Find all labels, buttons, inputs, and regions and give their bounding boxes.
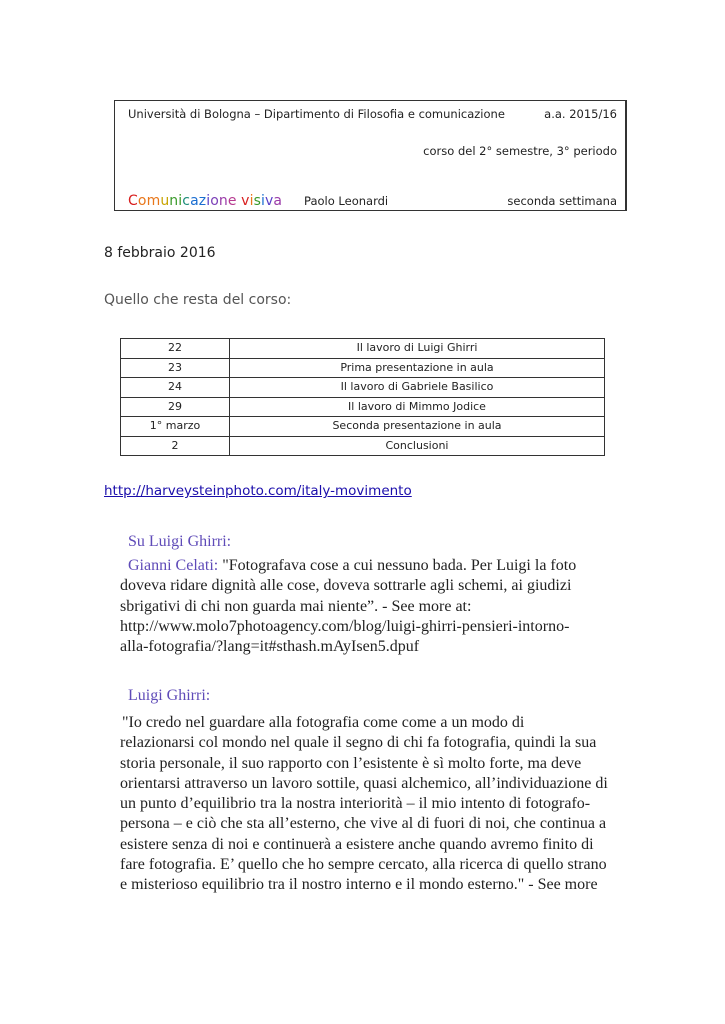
quote-text: "Fotografava cose a cui nessuno bada. Per Luigi la foto <box>218 557 577 574</box>
quote-line: e misterioso equilibrio tra il nostro interno e il mondo esterno." - See more <box>120 876 598 894</box>
course-title-letter: u <box>160 193 170 209</box>
header-row-period <box>128 144 617 158</box>
academic-year: a.a. 2015/16 <box>544 107 617 121</box>
course-title-letter: n <box>218 193 228 209</box>
course-title-letter: s <box>253 193 261 209</box>
quote-line: esistere senza di noi e continuerà a esistere anche quando avremo finito di <box>120 835 594 853</box>
schedule-topic: Seconda presentazione in aula <box>230 417 605 437</box>
quote-line: doveva ridare dignità alle cose, doveva sottrarle agli schemi, ai giudizi <box>120 577 572 595</box>
course-title-letter: e <box>227 193 237 209</box>
quote-line: relazionarsi col mondo nel quale il segno di chi fa fotografia, quindi la sua <box>120 734 597 752</box>
course-title <box>128 193 282 209</box>
speaker-name: Gianni Celati: <box>128 557 219 574</box>
course-header-box <box>114 100 627 211</box>
schedule-row <box>121 339 605 359</box>
schedule-day: 22 <box>121 339 230 359</box>
schedule-topic: Il lavoro di Mimmo Jodice <box>230 397 605 417</box>
course-title-letter: i <box>249 193 254 209</box>
course-title-letter: m <box>146 193 161 209</box>
instructor-name: Paolo Leonardi <box>304 194 389 208</box>
schedule-row <box>121 417 605 437</box>
university-name: Università di Bologna – Dipartimento di Filosofia e comunicazione <box>128 107 505 121</box>
section-heading-ghirri: Su Luigi Ghirri: <box>128 533 232 550</box>
schedule-topic: Conclusioni <box>230 436 605 456</box>
quote-line: "Io credo nel guardare alla fotografia come come a un modo di <box>122 714 525 731</box>
course-title-letter: a <box>273 193 283 209</box>
schedule-topic: Il lavoro di Luigi Ghirri <box>230 339 605 359</box>
course-title-letter: o <box>210 193 219 209</box>
course-title-letter: C <box>128 193 138 209</box>
schedule-row <box>121 397 605 417</box>
harvey-stein-link[interactable]: http://harveysteinphoto.com/italy-movimento <box>104 483 412 499</box>
schedule-row <box>121 436 605 456</box>
course-title-letter: i <box>260 193 265 209</box>
quote-line: sbrigativi di chi non guarda mai niente”. - See more at: <box>120 597 472 615</box>
schedule-table <box>120 338 605 456</box>
schedule-row <box>121 378 605 398</box>
quote-line <box>120 556 620 576</box>
celati-quote <box>120 556 620 657</box>
quote-line: persona – e ciò che sta all’esterno, che vive al di fuori di noi, che continua a <box>120 815 607 833</box>
course-title-letter: n <box>169 193 179 209</box>
section-heading-luigi-ghirri: Luigi Ghirri: <box>128 687 211 704</box>
header-row-course <box>128 193 617 209</box>
schedule-day: 24 <box>121 378 230 398</box>
header-row-university <box>128 107 617 121</box>
course-title-letter: o <box>137 193 147 209</box>
course-title-letter: c <box>182 193 191 209</box>
quote-line: storia personale, il suo rapporto con l’esistente è sì molto forte, ma deve <box>120 754 582 772</box>
course-title-letter: i <box>206 193 211 209</box>
course-title-letter: a <box>190 193 199 209</box>
schedule-day: 1° marzo <box>121 417 230 437</box>
schedule-day: 29 <box>121 397 230 417</box>
schedule-topic: Prima presentazione in aula <box>230 358 605 378</box>
course-title-letter: i <box>178 193 183 209</box>
quote-line: un punto d’equilibrio tra la nostra interiorità – il mio intento di fotografo- <box>120 795 591 813</box>
course-title-letter: v <box>264 193 274 209</box>
remaining-course-heading: Quello che resta del corso: <box>104 292 292 308</box>
quote-line: alla-fotografia/?lang=it#sthash.mAyIsen5.dpuf <box>120 638 420 656</box>
quote-line: fare fotografia. E’ quello che ho sempre cercato, alla ricerca di quello strano <box>120 856 607 874</box>
course-title-letter: z <box>198 193 207 209</box>
schedule-row <box>121 358 605 378</box>
schedule-topic: Il lavoro di Gabriele Basilico <box>230 378 605 398</box>
course-period: corso del 2° semestre, 3° periodo <box>423 144 617 158</box>
week-label: seconda settimana <box>507 194 617 208</box>
quote-line: orientarsi attraverso un lavoro sottile, quasi alchemico, all’individuazione di <box>120 774 608 792</box>
course-title-letter: v <box>241 193 250 209</box>
lesson-date: 8 febbraio 2016 <box>104 245 216 261</box>
schedule-day: 23 <box>121 358 230 378</box>
schedule-day: 2 <box>121 436 230 456</box>
quote-line: http://www.molo7photoagency.com/blog/luigi-ghirri-pensieri-intorno- <box>120 617 570 635</box>
course-title-group <box>128 193 388 209</box>
ghirri-quote <box>120 713 625 896</box>
